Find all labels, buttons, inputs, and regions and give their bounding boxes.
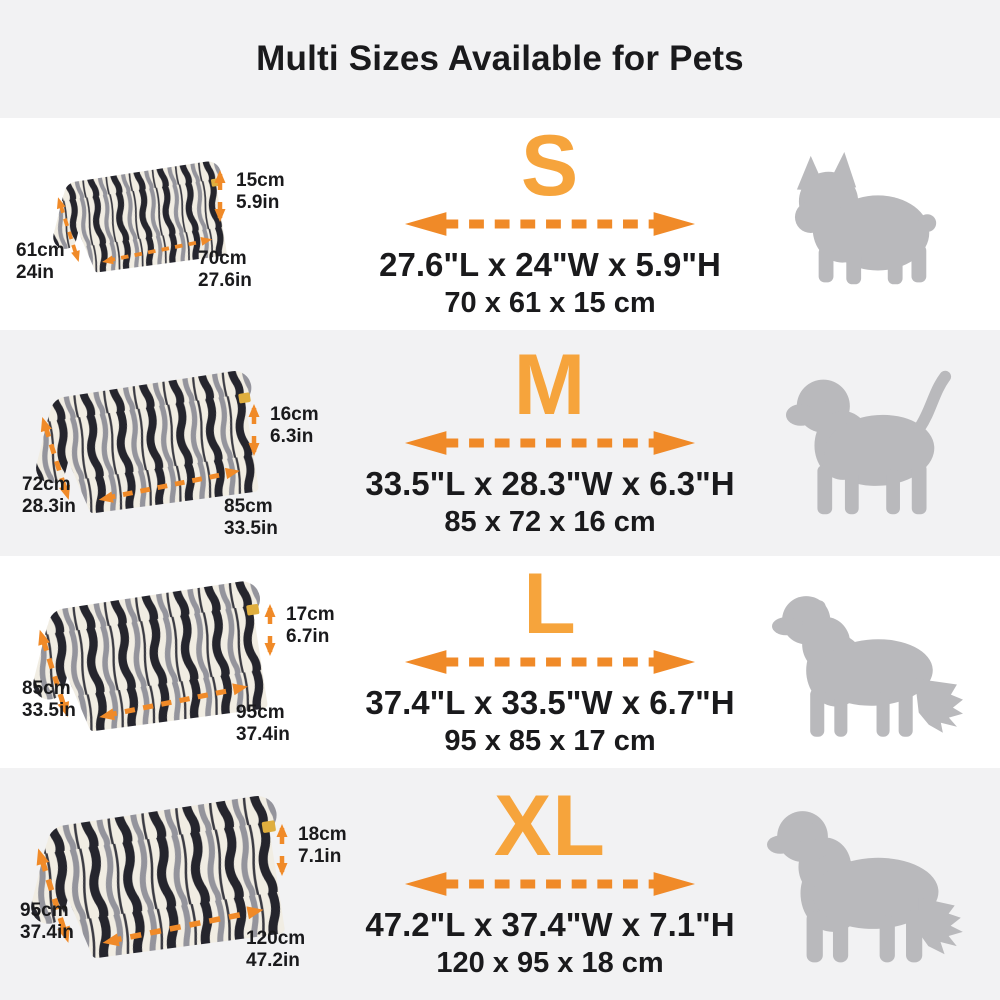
size-row-m xyxy=(0,330,1000,556)
height-cm: 17cm xyxy=(286,604,335,625)
dimensions-cm: 120 x 95 x 18 cm xyxy=(436,947,664,980)
width-label xyxy=(22,474,76,519)
width-in: 24in xyxy=(16,262,55,284)
height-cm: 15cm xyxy=(236,170,285,191)
size-letter: M xyxy=(513,336,587,433)
size-row-l xyxy=(0,556,1000,768)
length-label xyxy=(198,248,252,293)
height-in: 6.7in xyxy=(286,626,330,648)
dog-silhouette-long-haired-dog-icon xyxy=(772,582,968,743)
length-cm: 95cm xyxy=(236,702,285,723)
size-row-s xyxy=(0,118,1000,330)
bed-figure-m xyxy=(0,330,360,556)
width-label xyxy=(22,678,76,723)
dog-silhouette-beagle-icon xyxy=(784,357,956,529)
height-in: 5.9in xyxy=(236,192,280,214)
length-in: 27.6in xyxy=(198,270,252,292)
length-label xyxy=(224,496,278,541)
dimensions-cm: 85 x 72 x 16 cm xyxy=(444,506,656,539)
height-arrow-icon xyxy=(272,820,292,880)
bed-figure-l xyxy=(0,556,360,768)
dog-silhouette-golden-retriever-icon xyxy=(766,800,974,967)
dog-figure-l xyxy=(740,556,1000,768)
height-arrow-icon xyxy=(210,166,230,226)
height-arrow-icon xyxy=(260,600,280,660)
dimensions-inches: 27.6"L x 24"W x 5.9"H xyxy=(379,246,721,284)
size-row-xl xyxy=(0,768,1000,1000)
length-double-arrow-icon xyxy=(402,867,698,901)
height-label xyxy=(298,824,347,869)
height-in: 7.1in xyxy=(298,846,342,868)
dog-figure-m xyxy=(740,330,1000,556)
length-double-arrow-icon xyxy=(402,207,698,241)
height-cm: 16cm xyxy=(270,404,319,425)
dimensions-inches: 47.2"L x 37.4"W x 7.1"H xyxy=(365,906,735,944)
dimensions-inches: 33.5"L x 28.3"W x 6.3"H xyxy=(365,465,735,503)
length-double-arrow-icon xyxy=(402,426,698,460)
width-label xyxy=(20,900,74,945)
bed-figure-s xyxy=(0,118,360,330)
length-cm: 85cm xyxy=(224,496,273,517)
height-in: 6.3in xyxy=(270,426,314,448)
size-letter: S xyxy=(520,117,580,214)
size-info-m xyxy=(360,330,740,556)
length-cm: 120cm xyxy=(246,928,306,949)
size-info-l xyxy=(360,556,740,768)
length-in: 47.2in xyxy=(246,950,300,972)
width-cm: 95cm xyxy=(20,900,69,921)
width-in: 33.5in xyxy=(22,700,76,722)
length-label xyxy=(236,702,290,747)
size-letter: L xyxy=(523,555,577,652)
height-label xyxy=(236,170,285,215)
width-label xyxy=(16,240,65,285)
page-title: Multi Sizes Available for Pets xyxy=(256,39,744,78)
length-in: 37.4in xyxy=(236,724,290,746)
dimensions-cm: 95 x 85 x 17 cm xyxy=(444,725,656,758)
length-double-arrow-icon xyxy=(402,645,698,679)
dimensions-inches: 37.4"L x 33.5"W x 6.7"H xyxy=(365,684,735,722)
length-cm: 70cm xyxy=(198,248,247,269)
dog-silhouette-french-bulldog-icon xyxy=(791,150,949,298)
length-label xyxy=(246,928,305,973)
size-letter: XL xyxy=(494,777,606,874)
bed-figure-xl xyxy=(0,768,360,1000)
dimensions-cm: 70 x 61 x 15 cm xyxy=(444,287,656,320)
width-cm: 72cm xyxy=(22,474,71,495)
height-label xyxy=(270,404,319,449)
title-band xyxy=(0,0,1000,118)
width-cm: 85cm xyxy=(22,678,71,699)
length-in: 33.5in xyxy=(224,518,278,540)
size-info-xl xyxy=(360,768,740,1000)
width-cm: 61cm xyxy=(16,240,65,261)
dog-figure-xl xyxy=(740,768,1000,1000)
size-info-s xyxy=(360,118,740,330)
height-label xyxy=(286,604,335,649)
height-arrow-icon xyxy=(244,400,264,460)
width-in: 28.3in xyxy=(22,496,76,518)
width-in: 37.4in xyxy=(20,922,74,944)
dog-figure-s xyxy=(740,118,1000,330)
height-cm: 18cm xyxy=(298,824,347,845)
